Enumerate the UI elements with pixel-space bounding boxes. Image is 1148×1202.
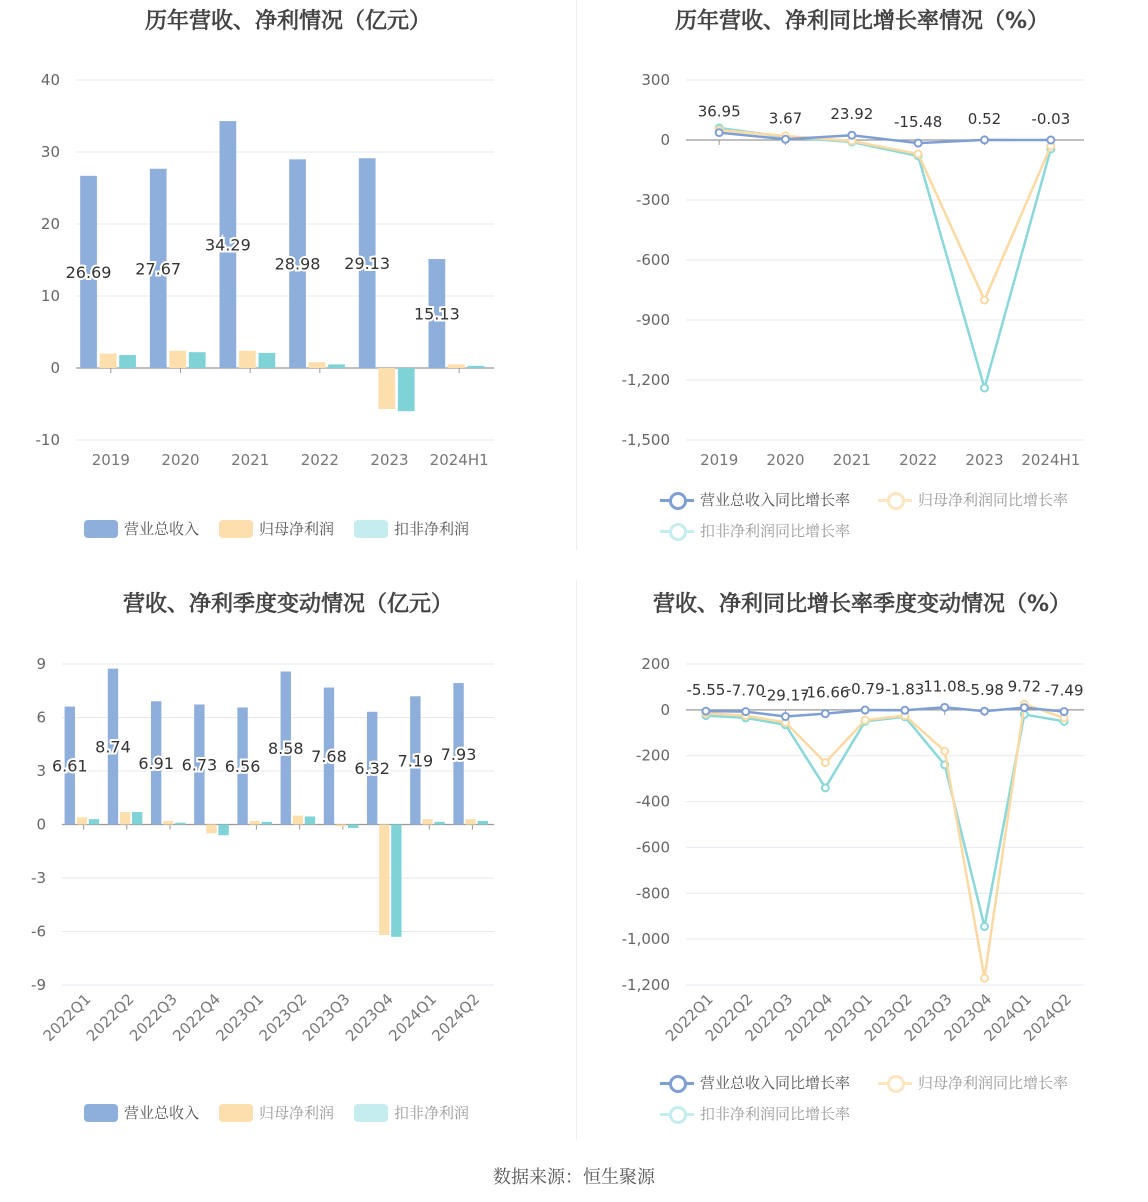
net-profit-bar <box>77 817 87 824</box>
x-tick-label: 2019 <box>91 451 130 469</box>
x-tick-label: 2023Q2 <box>255 990 311 1045</box>
net-profit-bar <box>309 362 326 368</box>
deducted-profit-bar <box>468 366 485 368</box>
deducted-profit-bar <box>305 816 315 824</box>
net-profit-bar <box>100 354 117 368</box>
legend-item-revenue[interactable] <box>84 518 199 539</box>
deducted-profit-bar <box>218 825 228 836</box>
revenue-growth-point <box>1021 704 1028 711</box>
revenue-growth-data-label: -7.70 <box>726 681 766 700</box>
net-profit-bar <box>169 351 186 368</box>
revenue-growth-data-label: 3.67 <box>768 109 803 128</box>
y-tick-label: 200 <box>641 655 670 673</box>
revenue-data-label: 8.58 <box>267 738 304 758</box>
deducted-profit-bar <box>398 368 415 411</box>
net-profit-growth-line <box>719 130 1051 300</box>
revenue-data-label: 6.91 <box>138 753 174 773</box>
revenue-growth-data-label: -5.55 <box>686 681 726 700</box>
legend-label: 归母净利润同比增长率 <box>918 1074 1069 1092</box>
revenue-growth-point <box>848 132 855 139</box>
y-tick-label: -400 <box>635 792 670 811</box>
x-tick-label: 2022 <box>300 451 339 469</box>
x-tick-label: 2022Q3 <box>741 990 797 1045</box>
legend-line-icon <box>660 491 694 509</box>
net-profit-bar <box>206 825 216 834</box>
y-tick-label: -9 <box>31 976 46 994</box>
legend-item-revenue-growth[interactable] <box>660 489 850 510</box>
deducted-profit-bar <box>89 819 99 824</box>
legend-label: 归母净利润 <box>259 1104 335 1122</box>
revenue-growth-point <box>915 140 922 147</box>
deducted-profit-bar <box>348 825 358 829</box>
y-tick-label: 0 <box>660 700 670 719</box>
y-tick-label: 0 <box>50 359 60 377</box>
legend-label: 营业总收入同比增长率 <box>700 491 851 509</box>
annual-growth-title: 历年营收、净利同比增长率情况（%） <box>674 9 1050 34</box>
x-tick-label: 2024Q2 <box>428 990 484 1045</box>
x-tick-label: 2023Q2 <box>860 990 916 1045</box>
revenue-data-label: 7.19 <box>397 751 434 771</box>
revenue-growth-point <box>901 707 908 714</box>
revenue-growth-data-label: -5.98 <box>965 681 1004 700</box>
legend-item-deducted-profit[interactable] <box>354 518 469 539</box>
net-profit-bar <box>239 351 256 368</box>
net-profit-bar <box>448 364 465 368</box>
net-profit-bar <box>336 825 346 827</box>
revenue-growth-point <box>981 708 988 715</box>
legend-label: 营业总收入 <box>124 1104 200 1122</box>
legend-swatch-deducted-profit <box>354 1104 388 1122</box>
net-profit-bar <box>120 812 130 824</box>
deducted-profit-bar <box>434 822 444 825</box>
net-profit-bar <box>249 821 259 825</box>
net-profit-bar <box>379 825 389 936</box>
y-tick-label: -1,000 <box>621 930 670 949</box>
deducted-profit-bar <box>328 364 345 368</box>
x-tick-label: 2023Q3 <box>900 990 956 1045</box>
x-tick-label: 2024H1 <box>429 451 489 469</box>
deducted-profit-bar <box>132 812 142 824</box>
revenue-growth-data-label: -15.48 <box>893 113 943 132</box>
y-tick-label: 0 <box>36 815 46 834</box>
revenue-growth-point <box>862 707 869 714</box>
revenue-growth-data-label: -7.49 <box>1044 681 1084 700</box>
y-tick-label: -600 <box>635 838 670 857</box>
revenue-data-label: 28.98 <box>274 254 321 274</box>
legend-item-deducted-profit[interactable] <box>354 1102 469 1123</box>
revenue-growth-point <box>822 710 829 717</box>
y-tick-label: -800 <box>635 884 670 903</box>
x-tick-label: 2023Q4 <box>940 990 996 1045</box>
revenue-data-label: 26.69 <box>65 262 112 282</box>
legend-label: 扣非净利润 <box>394 1104 470 1122</box>
revenue-growth-data-label: -1.83 <box>885 680 925 699</box>
legend-label: 扣非净利润 <box>394 520 470 538</box>
x-tick-label: 2023Q1 <box>821 990 876 1045</box>
y-tick-label: -3 <box>31 869 46 887</box>
revenue-data-label: 6.73 <box>181 755 218 775</box>
quarterly-growth-title: 营收、净利同比增长率季度变动情况（%） <box>652 592 1072 617</box>
revenue-data-label: 15.13 <box>413 304 460 324</box>
revenue-growth-data-label: -16.66 <box>801 683 850 702</box>
revenue-growth-data-label: 0.52 <box>967 109 1002 128</box>
revenue-data-label: 7.93 <box>440 744 477 764</box>
y-tick-label: 20 <box>40 215 60 233</box>
revenue-growth-point <box>716 129 723 136</box>
legend-label: 归母净利润 <box>259 520 335 538</box>
data-source-note: 数据来源：恒生聚源 <box>493 1167 655 1188</box>
x-tick-label: 2022Q2 <box>701 990 757 1045</box>
legend-item-revenue-growth[interactable] <box>660 1072 850 1093</box>
x-tick-label: 2020 <box>161 451 200 469</box>
y-tick-label: -10 <box>35 431 60 449</box>
x-tick-label: 2022Q1 <box>39 990 95 1045</box>
x-tick-label: 2023Q4 <box>342 990 397 1045</box>
revenue-growth-data-label: 9.72 <box>1007 677 1042 696</box>
legend-swatch-revenue <box>84 1104 118 1122</box>
x-tick-label: 2024Q2 <box>1020 990 1075 1045</box>
net-profit-growth-point <box>915 151 922 158</box>
revenue-growth-data-label: -0.79 <box>845 680 885 699</box>
legend-item-net-profit[interactable] <box>219 1102 334 1123</box>
legend-line-icon <box>660 1074 694 1092</box>
y-tick-label: 9 <box>36 655 46 673</box>
legend-line-icon <box>660 522 694 540</box>
legend-label: 营业总收入同比增长率 <box>700 1074 851 1092</box>
deducted-growth-point <box>822 784 829 791</box>
net-profit-bar <box>293 816 303 825</box>
legend-label: 扣非净利润同比增长率 <box>700 1105 851 1123</box>
deducted-growth-line <box>719 128 1051 388</box>
x-tick-label: 2022Q1 <box>661 990 717 1045</box>
revenue-growth-data-label: -29.17 <box>761 686 810 705</box>
x-tick-label: 2024Q1 <box>385 990 441 1045</box>
legend-swatch-net-profit <box>219 520 253 538</box>
revenue-data-label: 6.56 <box>224 757 261 777</box>
revenue-growth-point <box>981 136 988 143</box>
y-tick-label: 3 <box>36 762 46 780</box>
legend-line-icon <box>660 1105 694 1123</box>
revenue-data-label: 6.61 <box>51 756 88 776</box>
revenue-growth-data-label: 23.92 <box>830 105 874 124</box>
y-tick-label: -1,200 <box>621 976 670 994</box>
deducted-growth-point <box>981 923 988 930</box>
x-tick-label: 2022Q4 <box>169 990 225 1045</box>
x-tick-label: 2023Q1 <box>212 990 268 1045</box>
legend-item-net-profit[interactable] <box>219 518 334 539</box>
deducted-profit-bar <box>262 822 272 825</box>
legend-item-net-profit-growth[interactable] <box>878 489 1068 510</box>
y-tick-label: -6 <box>31 922 46 941</box>
revenue-data-label: 27.67 <box>135 259 182 279</box>
legend-swatch-deducted-profit <box>354 520 388 538</box>
x-tick-label: 2023 <box>370 451 409 469</box>
legend-label: 营业总收入 <box>124 520 200 538</box>
legend-label: 扣非净利润同比增长率 <box>700 522 851 540</box>
legend-item-revenue[interactable] <box>84 1102 199 1123</box>
deducted-growth-line <box>706 714 1064 926</box>
x-tick-label: 2023Q3 <box>298 990 354 1045</box>
legend-item-net-profit-growth[interactable] <box>878 1072 1068 1093</box>
deducted-profit-bar <box>478 821 488 825</box>
legend-item-deducted-growth[interactable] <box>660 1103 850 1124</box>
x-tick-label: 2020 <box>766 451 805 469</box>
x-tick-label: 2019 <box>700 451 739 469</box>
x-tick-label: 2022Q2 <box>82 990 138 1045</box>
x-tick-label: 2024Q1 <box>980 990 1036 1045</box>
net-profit-growth-line <box>706 704 1064 978</box>
y-tick-label: -900 <box>635 311 670 329</box>
net-profit-growth-point <box>981 297 988 304</box>
revenue-data-label: 8.74 <box>95 737 131 757</box>
x-tick-label: 2022 <box>899 451 938 469</box>
x-tick-label: 2022Q3 <box>126 990 181 1045</box>
revenue-data-label: 6.32 <box>354 759 390 779</box>
net-profit-bar <box>163 821 173 825</box>
deducted-growth-point <box>981 385 988 392</box>
revenue-growth-data-label: 36.95 <box>697 102 741 121</box>
net-profit-growth-point <box>822 759 829 766</box>
annual-bar-title: 历年营收、净利情况（亿元） <box>144 9 431 34</box>
legend-label: 归母净利润同比增长率 <box>918 491 1069 509</box>
quarterly-bar-title: 营收、净利季度变动情况（亿元） <box>122 592 453 617</box>
net-profit-bar <box>465 819 475 824</box>
x-tick-label: 2024H1 <box>1021 451 1081 469</box>
y-tick-label: 0 <box>660 131 670 149</box>
legend-swatch-revenue <box>84 520 118 538</box>
revenue-growth-point <box>1047 137 1054 144</box>
deducted-profit-bar <box>189 352 206 368</box>
net-profit-bar <box>422 819 432 824</box>
net-profit-growth-point <box>981 975 988 982</box>
revenue-growth-point <box>742 708 749 715</box>
net-profit-growth-point <box>941 748 948 755</box>
revenue-data-label: 7.68 <box>311 747 347 767</box>
deducted-profit-bar <box>175 823 185 825</box>
x-tick-label: 2022Q4 <box>781 990 837 1045</box>
revenue-growth-line <box>706 707 1064 716</box>
x-tick-label: 2021 <box>231 451 270 469</box>
x-tick-label: 2023 <box>965 451 1004 469</box>
revenue-data-label: 34.29 <box>204 235 251 255</box>
y-tick-label: 6 <box>36 708 46 727</box>
net-profit-growth-point <box>862 717 869 724</box>
deducted-profit-bar <box>119 355 136 368</box>
revenue-growth-point <box>941 704 948 711</box>
y-tick-label: 30 <box>40 143 60 161</box>
revenue-growth-point <box>782 136 789 143</box>
y-tick-label: -1,500 <box>621 431 670 449</box>
legend-swatch-net-profit <box>219 1104 253 1122</box>
y-tick-label: 300 <box>641 71 670 89</box>
legend-item-deducted-growth[interactable] <box>660 520 850 541</box>
y-tick-label: -600 <box>635 251 670 269</box>
y-tick-label: 10 <box>40 287 60 305</box>
legend-line-icon <box>878 491 912 509</box>
y-tick-label: -300 <box>635 191 670 209</box>
net-profit-bar <box>378 368 395 409</box>
revenue-data-label: 29.13 <box>344 254 391 274</box>
legend-line-icon <box>878 1074 912 1092</box>
deducted-profit-bar <box>259 353 276 368</box>
revenue-growth-data-label: -0.03 <box>1031 110 1071 129</box>
y-tick-label: -1,200 <box>621 371 670 389</box>
x-tick-label: 2021 <box>832 451 871 469</box>
y-tick-label: 40 <box>40 71 60 89</box>
deducted-profit-bar <box>391 825 401 937</box>
revenue-growth-point <box>702 708 709 715</box>
revenue-growth-point <box>1061 708 1068 715</box>
revenue-growth-point <box>782 713 789 720</box>
y-tick-label: -200 <box>635 746 670 765</box>
revenue-growth-data-label: 11.08 <box>923 677 967 696</box>
